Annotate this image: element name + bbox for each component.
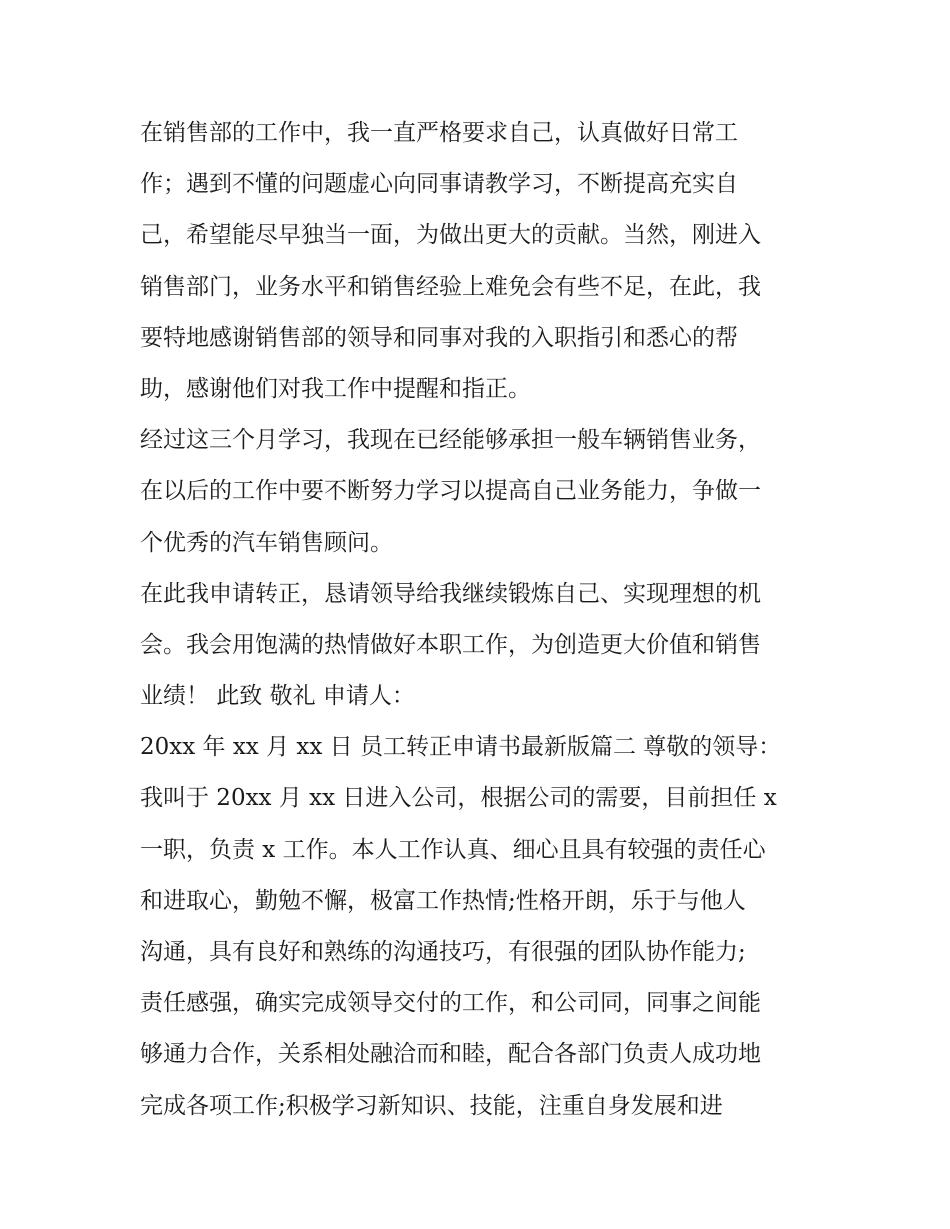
- text-line: 己，希望能尽早独当一面，为做出更大的贡献。当然，刚进入: [140, 222, 761, 249]
- text-line: 个优秀的汽车销售顾问。: [140, 529, 393, 556]
- text-line: 一职，负责 x 工作。本人工作认真、细心且具有较强的责任心: [140, 836, 766, 863]
- text-line: 完成各项工作;积极学习新知识、技能，注重自身发展和进: [140, 1092, 723, 1119]
- body-text: [140, 108, 820, 1132]
- text-line: 销售部门，业务水平和销售经验上难免会有些不足，在此，我: [140, 273, 761, 300]
- text-line: 助，感谢他们对我工作中提醒和指正。: [140, 375, 531, 402]
- text-line: 20xx 年 xx 月 xx 日 员工转正申请书最新版篇二 尊敬的领导：: [140, 734, 782, 761]
- text-line: 够通力合作，关系相处融洽而和睦，配合各部门负责人成功地: [140, 1041, 761, 1068]
- text-line: 业绩！ 此致 敬礼 申请人：: [140, 683, 415, 710]
- text-line: 沟通，具有良好和熟练的沟通技巧，有很强的团队协作能力;: [140, 939, 746, 965]
- text-line: 和进取心，勤勉不懈，极富工作热情;性格开朗，乐于与他人: [140, 887, 746, 914]
- text-line: 会。我会用饱满的热情做好本职工作，为创造更大价值和销售: [140, 631, 761, 658]
- text-line: 作；遇到不懂的问题虚心向同事请教学习，不断提高充实自: [140, 171, 738, 198]
- text-line: 我叫于 20xx 月 xx 日进入公司，根据公司的需要，目前担任 x: [140, 785, 777, 812]
- text-line: 在以后的工作中要不断努力学习以提高自己业务能力，争做一: [140, 478, 761, 505]
- text-line: 责任感强，确实完成领导交付的工作，和公司同，同事之间能: [140, 990, 761, 1017]
- text-line: 要特地感谢销售部的领导和同事对我的入职指引和悉心的帮: [140, 324, 738, 351]
- text-line: 经过这三个月学习，我现在已经能够承担一般车辆销售业务，: [140, 427, 761, 454]
- text-line: 在销售部的工作中，我一直严格要求自己，认真做好日常工: [140, 120, 738, 146]
- text-line: 在此我申请转正，恳请领导给我继续锻炼自己、实现理想的机: [140, 580, 761, 607]
